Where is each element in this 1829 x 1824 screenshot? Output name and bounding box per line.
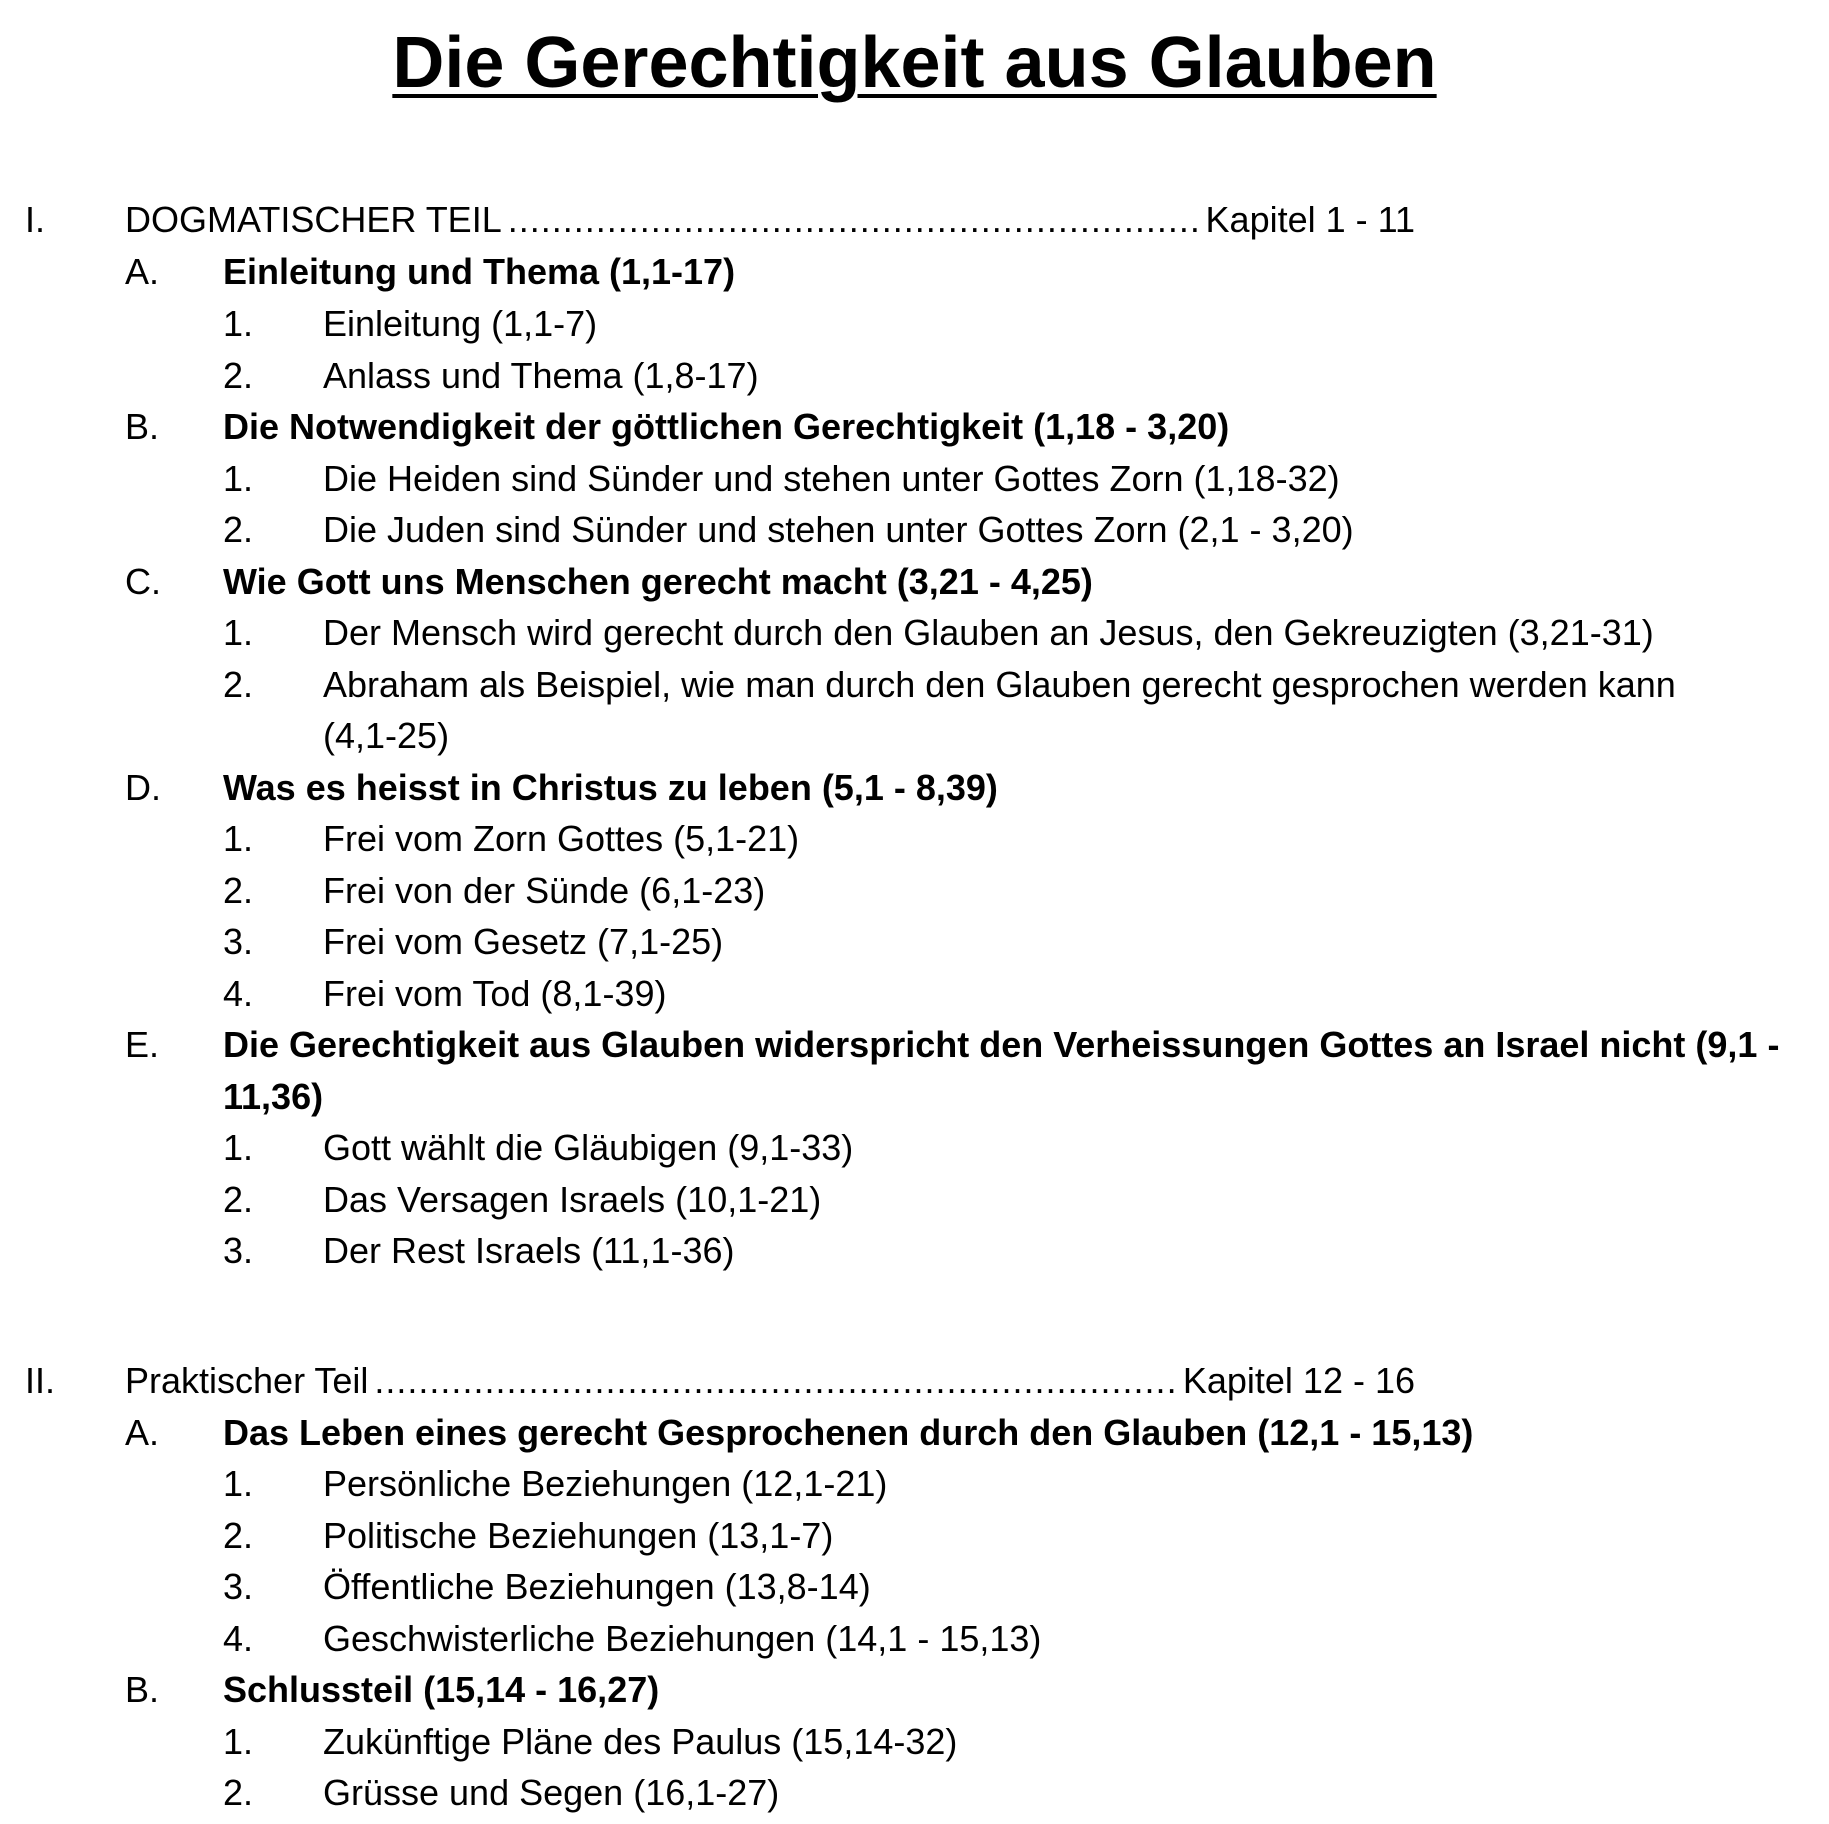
- item-number: 2.: [223, 1772, 254, 1813]
- page-title-text: Die Gerechtigkeit aus Glauben: [392, 23, 1437, 103]
- part-heading: Praktischer Teil: [125, 1360, 369, 1401]
- item-text: Zukünftige Pläne des Paulus (15,14-32): [323, 1721, 958, 1762]
- section-heading-continuation: 11,36): [223, 1076, 324, 1117]
- item-number: 1.: [223, 1127, 254, 1168]
- item-text: Frei vom Gesetz (7,1-25): [323, 921, 724, 962]
- part-heading-row: [125, 194, 1415, 246]
- page-title: [0, 18, 1829, 108]
- item-number: 1.: [223, 1463, 254, 1504]
- item-text: Die Juden sind Sünder und stehen unter Gottes Zorn (2,1 - 3,20): [323, 509, 1354, 550]
- section-heading: Wie Gott uns Menschen gerecht macht (3,21 - 4,25): [223, 561, 1093, 602]
- item-text: Die Heiden sind Sünder und stehen unter Gottes Zorn (1,18-32): [323, 458, 1340, 499]
- item-number: 1.: [223, 612, 254, 653]
- item-number: 2.: [223, 1515, 254, 1556]
- item-number: 4.: [223, 973, 254, 1014]
- part-numeral: I.: [25, 199, 46, 240]
- item-text-continuation: (4,1-25): [323, 715, 450, 756]
- item-text: Abraham als Beispiel, wie man durch den Glauben gerecht gesprochen werden kann: [323, 664, 1676, 705]
- section-heading: Die Notwendigkeit der göttlichen Gerechtigkeit (1,18 - 3,20): [223, 406, 1230, 447]
- item-text: Öffentliche Beziehungen (13,8-14): [323, 1566, 871, 1607]
- section-heading: Was es heisst in Christus zu leben (5,1 - 8,39): [223, 767, 998, 808]
- dot-leader: [374, 1355, 1176, 1407]
- section-letter: E.: [125, 1024, 160, 1065]
- item-number: 2.: [223, 1179, 254, 1220]
- section-heading: Das Leben eines gerecht Gesprochenen durch den Glauben (12,1 - 15,13): [223, 1412, 1474, 1453]
- item-text: Frei vom Zorn Gottes (5,1-21): [323, 818, 800, 859]
- item-number: 2.: [223, 355, 254, 396]
- item-text: Der Mensch wird gerecht durch den Glauben an Jesus, den Gekreuzigten (3,21-31): [323, 612, 1654, 653]
- item-number: 3.: [223, 1566, 254, 1607]
- section-letter: A.: [125, 251, 160, 292]
- item-number: 2.: [223, 664, 254, 705]
- item-text: Frei von der Sünde (6,1-23): [323, 870, 766, 911]
- section-heading: Einleitung und Thema (1,1-17): [223, 251, 736, 292]
- item-number: 1.: [223, 1721, 254, 1762]
- item-number: 2.: [223, 870, 254, 911]
- item-number: 2.: [223, 509, 254, 550]
- item-text: Grüsse und Segen (16,1-27): [323, 1772, 780, 1813]
- item-number: 1.: [223, 458, 254, 499]
- part-heading-row: [125, 1355, 1415, 1407]
- item-text: Einleitung (1,1-7): [323, 303, 598, 344]
- item-number: 1.: [223, 818, 254, 859]
- part-numeral: II.: [25, 1360, 56, 1401]
- section-heading: Schlussteil (15,14 - 16,27): [223, 1669, 660, 1710]
- section-letter: B.: [125, 1669, 160, 1710]
- part-heading: DOGMATISCHER TEIL: [125, 199, 502, 240]
- part-chapters: Kapitel 12 - 16: [1182, 1360, 1415, 1401]
- dot-leader: [508, 194, 1200, 246]
- item-text: Geschwisterliche Beziehungen (14,1 - 15,13): [323, 1618, 1042, 1659]
- item-text: Politische Beziehungen (13,1-7): [323, 1515, 834, 1556]
- section-letter: D.: [125, 767, 161, 808]
- part-chapters: Kapitel 1 - 11: [1205, 199, 1415, 240]
- section-letter: C.: [125, 561, 161, 602]
- section-letter: B.: [125, 406, 160, 447]
- item-number: 3.: [223, 1230, 254, 1271]
- item-number: 1.: [223, 303, 254, 344]
- item-text: Gott wählt die Gläubigen (9,1-33): [323, 1127, 854, 1168]
- section-letter: A.: [125, 1412, 160, 1453]
- item-text: Persönliche Beziehungen (12,1-21): [323, 1463, 888, 1504]
- section-heading: Die Gerechtigkeit aus Glauben widerspricht den Verheissungen Gottes an Israel nicht (9,1 -: [223, 1024, 1780, 1065]
- item-text: Frei vom Tod (8,1-39): [323, 973, 667, 1014]
- item-number: 4.: [223, 1618, 254, 1659]
- item-text: Der Rest Israels (11,1-36): [323, 1230, 735, 1271]
- item-number: 3.: [223, 921, 254, 962]
- item-text: Anlass und Thema (1,8-17): [323, 355, 759, 396]
- item-text: Das Versagen Israels (10,1-21): [323, 1179, 822, 1220]
